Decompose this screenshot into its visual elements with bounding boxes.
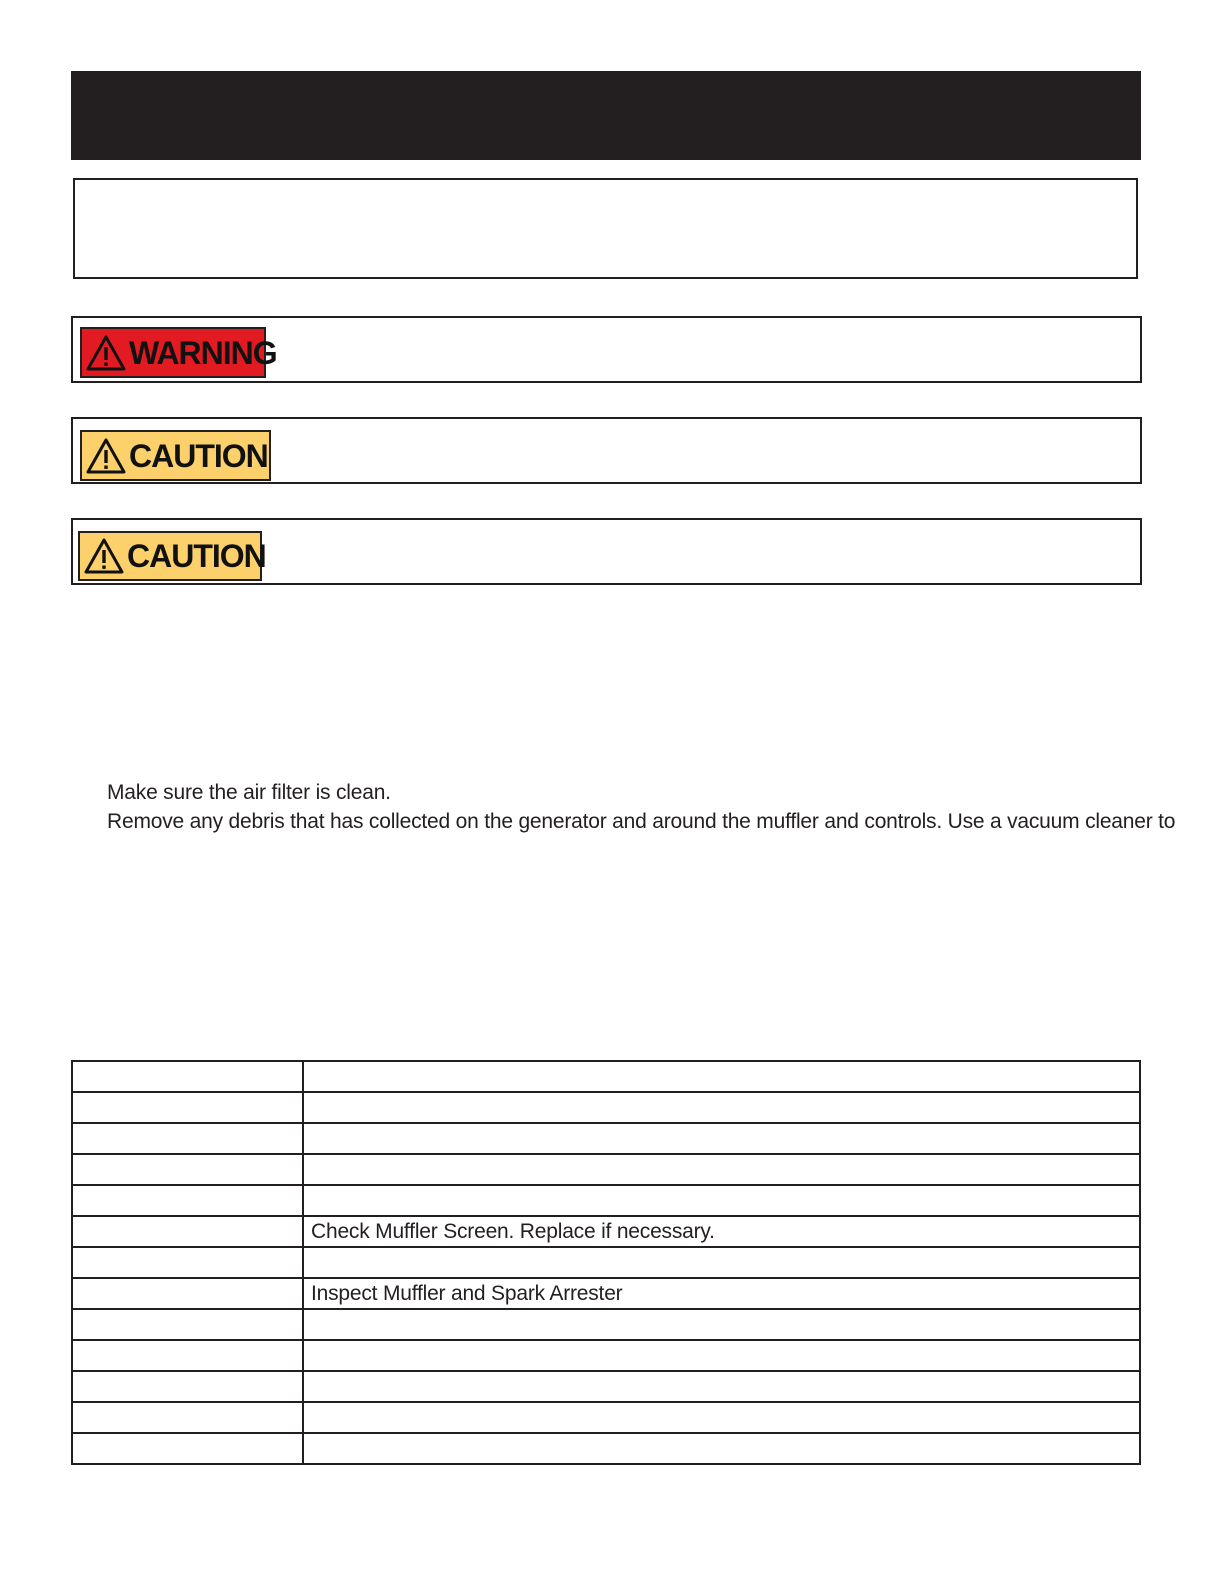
caution-label-text: CAUTION	[127, 538, 266, 574]
interval-cell	[72, 1216, 303, 1247]
table-row	[72, 1061, 1140, 1092]
interval-cell	[72, 1154, 303, 1185]
section-header-bar	[71, 71, 1141, 160]
interval-cell	[72, 1185, 303, 1216]
task-cell	[303, 1061, 1140, 1092]
interval-cell	[72, 1061, 303, 1092]
table-row	[72, 1433, 1140, 1464]
warning-label-text: WARNING	[129, 334, 277, 371]
interval-cell	[72, 1278, 303, 1309]
warning-triangle-icon	[85, 334, 127, 372]
table-row	[72, 1309, 1140, 1340]
warning-box	[71, 316, 1142, 383]
table-row	[72, 1154, 1140, 1185]
task-cell	[303, 1402, 1140, 1433]
caution-box-2	[71, 518, 1142, 585]
interval-cell	[72, 1340, 303, 1371]
task-cell: Check Muffler Screen. Replace if necessary.	[303, 1216, 1140, 1247]
table-row	[72, 1185, 1140, 1216]
interval-cell	[72, 1402, 303, 1433]
task-cell	[303, 1123, 1140, 1154]
warning-triangle-icon	[85, 437, 127, 475]
interval-cell	[72, 1433, 303, 1464]
task-cell	[303, 1092, 1140, 1123]
warning-label	[80, 327, 277, 378]
table-row	[72, 1278, 1140, 1309]
task-cell	[303, 1154, 1140, 1185]
interval-cell	[72, 1092, 303, 1123]
caution-label-2	[78, 531, 266, 581]
intro-notice-box	[73, 178, 1138, 279]
body-line-remove-debris: Remove any debris that has collected on the generator and around the muffler and controls. Use a vacuum cleaner to	[107, 810, 1176, 833]
task-cell	[303, 1340, 1140, 1371]
table-row	[72, 1123, 1140, 1154]
table-row	[72, 1216, 1140, 1247]
task-cell	[303, 1185, 1140, 1216]
table-row	[72, 1371, 1140, 1402]
table-row	[72, 1402, 1140, 1433]
interval-cell	[72, 1371, 303, 1402]
caution-label-1	[80, 430, 271, 481]
interval-cell	[72, 1247, 303, 1278]
table-row	[72, 1092, 1140, 1123]
table-row	[72, 1340, 1140, 1371]
task-cell: Inspect Muffler and Spark Arrester	[303, 1278, 1140, 1309]
caution-box-1	[71, 417, 1142, 484]
warning-triangle-icon	[83, 537, 125, 575]
table-row	[72, 1247, 1140, 1278]
task-cell	[303, 1433, 1140, 1464]
maintenance-schedule-table	[71, 1060, 1141, 1465]
task-cell	[303, 1247, 1140, 1278]
task-cell	[303, 1309, 1140, 1340]
body-line-air-filter: Make sure the air filter is clean.	[107, 781, 391, 804]
interval-cell	[72, 1123, 303, 1154]
caution-label-text: CAUTION	[129, 437, 268, 474]
interval-cell	[72, 1309, 303, 1340]
task-cell	[303, 1371, 1140, 1402]
